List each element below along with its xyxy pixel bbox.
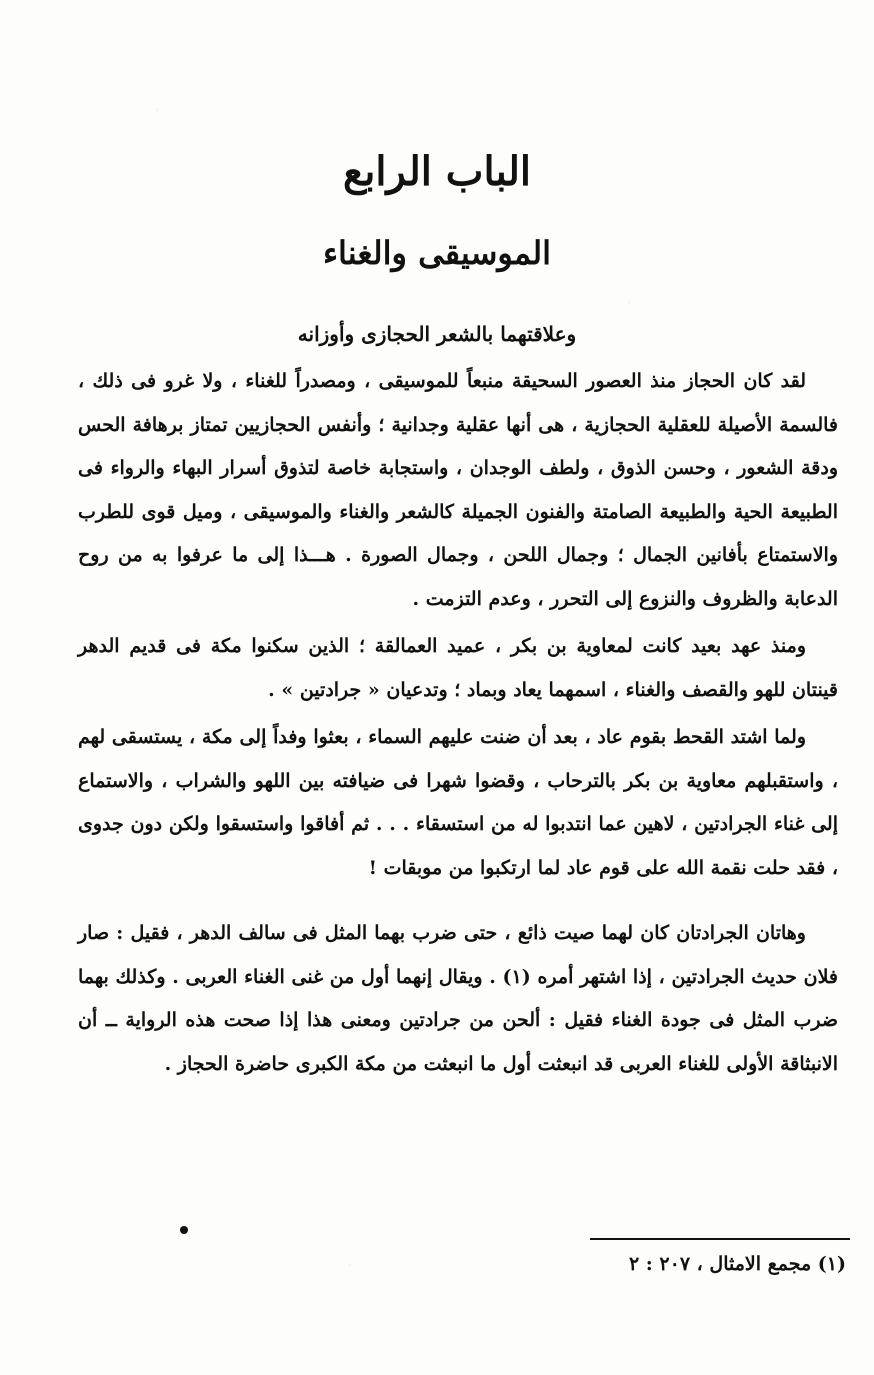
subject-title: الموسيقى والغناء xyxy=(322,234,552,272)
paragraph-3: ولما اشتد القحط بقوم عاد ، بعد أن ضنت عليهم السماء ، بعثوا وفداً إلى مكة ، يستسقى لهم ، واستقبلهم معاوية بن بكر بالترحاب ، وقضوا شهرا فى ضيافته بين اللهو والشراب ، والاستماع إلى غناء الجرادتين ، لاهين عما انتدبوا له من استسقاء . . . ثم أفاقوا واستسقوا ولكن دون جدوى ، فقد حلت نقمة الله على قوم عاد لما ارتكبوا من موبقات ! xyxy=(78,726,838,879)
paragraph-2: ومنذ عهد بعيد كانت لمعاوية بن بكر ، عميد العمالقة ؛ الذين سكنوا مكة فى قديم الدهر قينتان للهو والقصف والغناء ، اسمهما يعاد وبماد ؛ وتدعيان « جرادتين » . xyxy=(78,635,838,701)
paragraph-1: لقد كان الحجاز منذ العصور السحيقة منبعاً للموسيقى ، ومصدراً للغناء ، ولا غرو فى ذلك ، فالسمة الأصيلة للعقلية الحجازية ، هى أنها عقلية وجدانية ؛ وأنفس الحجازيين تمتاز برهافة الحس ودقة الشعور ، وحسن الذوق ، ولطف الوجدان ، واستجابة خاصة لتذوق أسرار البهاء والرواء فى الطبيعة الحية والطبيعة الصامتة والفنون الجميلة كالشعر والغناء والموسيقى ، وميل قوى للطرب والاستمتاع بأفانين الجمال ؛ وجمال اللحن ، وجمال الصورة . هـــذا إلى ما عرفوا به من روح الدعابة والظروف والنزوع إلى التحرر ، وعدم التزمت . xyxy=(78,370,838,610)
subtitle: وعلاقتهما بالشعر الحجازى وأوزانه xyxy=(297,322,577,346)
body-text xyxy=(78,360,838,1086)
paragraph-4: وهاتان الجرادتان كان لهما صيت ذائع ، حتى ضرب بهما المثل فى سالف الدهر ، فقيل : صار فلان حديث الجرادتين ، إذا اشتهر أمره (١) . ويقال إنهما أول من غنى الغناء العربى . وكذلك بهما ضرب المثل فى جودة الغناء فقيل : ألحن من جرادتين ومعنى هذا إذا صحت هذه الرواية ــ أن الانبثاقة الأولى للغناء العربى قد انبعثت أول ما انبعثت من مكة الكبرى حاضرة الحجاز . xyxy=(78,922,838,1075)
ink-speck xyxy=(180,1226,188,1234)
footnote: (١) مجمع الامثال ، ٢٠٧ : ٢ xyxy=(628,1253,846,1275)
footnote-divider xyxy=(590,1238,850,1240)
chapter-title: الباب الرابع xyxy=(342,148,532,195)
